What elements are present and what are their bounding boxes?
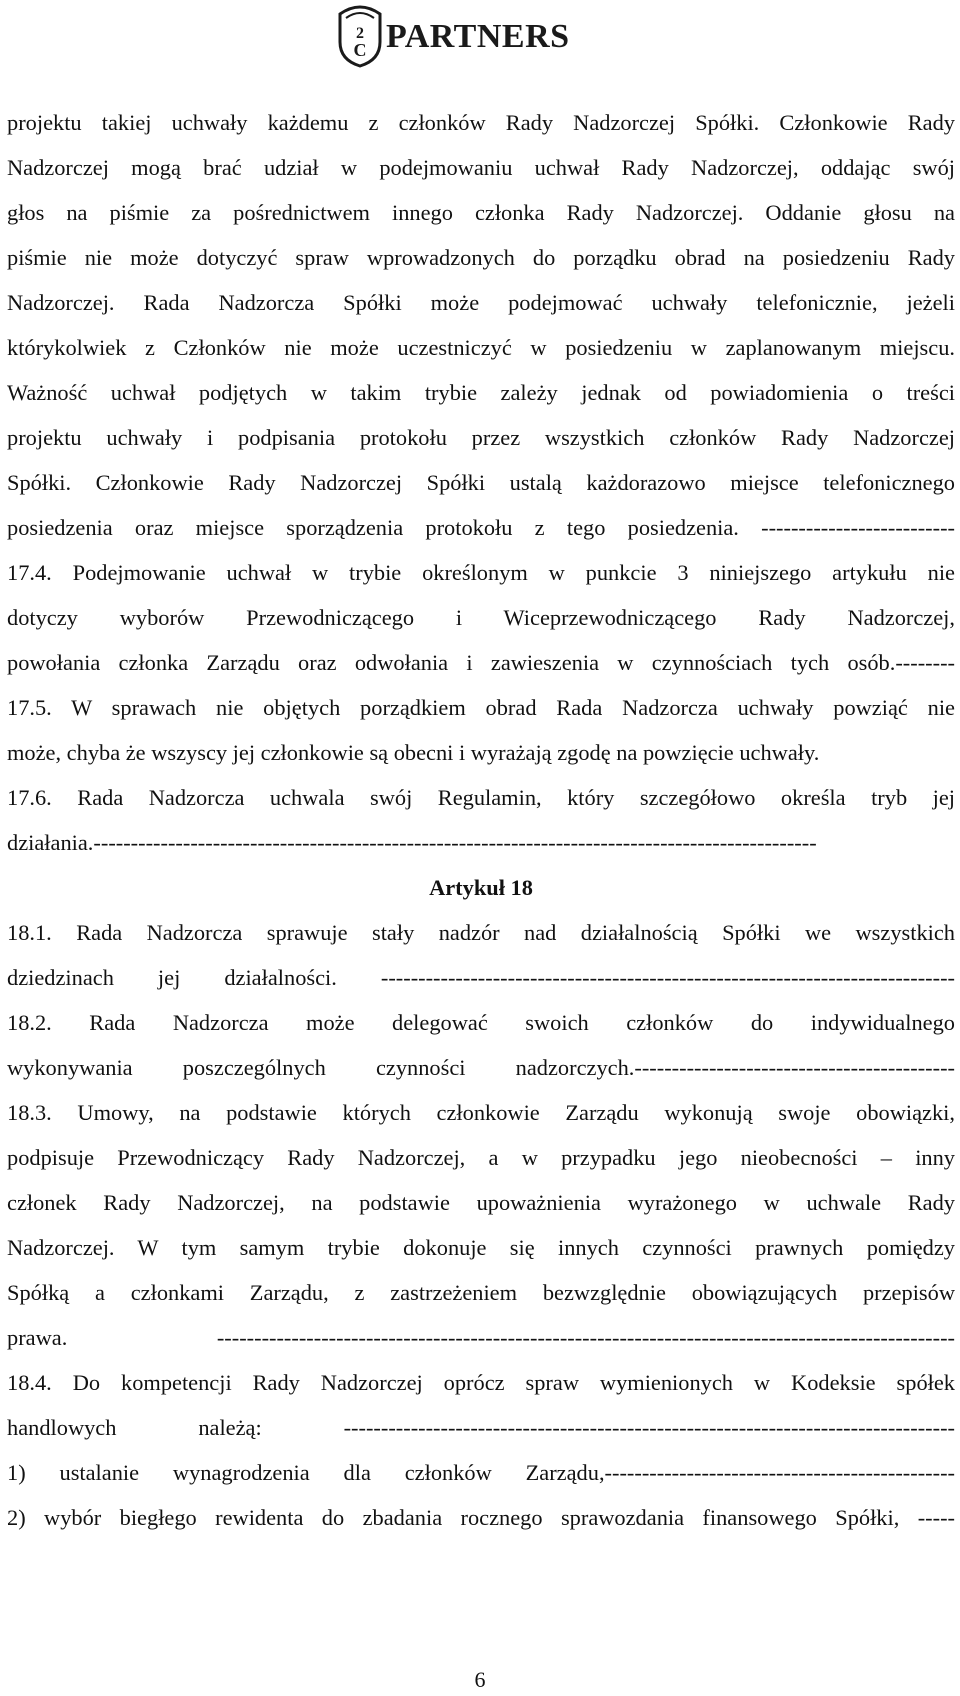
text-line: 18.4. Do kompetencji Rady Nadzorczej oprócz spraw wymienionych w Kodeksie spółek bbox=[7, 1370, 955, 1395]
svg-text:2: 2 bbox=[356, 25, 364, 42]
text-line: 17.4. Podejmowanie uchwał w trybie określonym w punkcie 3 niniejszego artykułu nie bbox=[7, 560, 955, 585]
text-line: 18.1. Rada Nadzorcza sprawuje stały nadzór nad działalnością Spółki we wszystkich bbox=[7, 920, 955, 945]
text-line: 17.6. Rada Nadzorcza uchwala swój Regulamin, który szczegółowo określa tryb jej bbox=[7, 785, 955, 810]
text-line: projektu takiej uchwały każdemu z członków Rady Nadzorczej Spółki. Członkowie Rady bbox=[7, 110, 955, 135]
text-line: 2) wybór biegłego rewidenta do zbadania rocznego sprawozdania finansowego Spółki, ----- bbox=[7, 1505, 955, 1530]
text-line: dziedzinach jej działalności. ----------------------------------------------------------------------------- bbox=[7, 965, 955, 990]
text-line: Spółki. Członkowie Rady Nadzorczej Spółki ustalą każdorazowo miejsce telefonicznego bbox=[7, 470, 955, 495]
text-line: 17.5. W sprawach nie objętych porządkiem obrad Rada Nadzorcza uchwały powziąć nie bbox=[7, 695, 955, 720]
text-line: Ważność uchwał podjętych w takim trybie zależy jednak od powiadomienia o treści bbox=[7, 380, 955, 405]
text-line: 1) ustalanie wynagrodzenia dla członków Zarządu,----------------------------------------------- bbox=[7, 1460, 955, 1485]
text-line: 18.2. Rada Nadzorcza może delegować swoich członków do indywidualnego bbox=[7, 1010, 955, 1035]
text-line: projektu uchwały i podpisania protokołu przez wszystkich członków Rady Nadzorczej bbox=[7, 425, 955, 450]
page-header bbox=[0, 0, 960, 90]
text-line: Nadzorczej. W tym samym trybie dokonuje się innych czynności prawnych pomiędzy bbox=[7, 1235, 955, 1260]
svg-text:C: C bbox=[353, 40, 367, 60]
text-line: głos na piśmie za pośrednictwem innego członka Rady Nadzorczej. Oddanie głosu na bbox=[7, 200, 955, 225]
logo-text: PARTNERS bbox=[386, 18, 570, 55]
text-line: działania.------------------------------------------------------------------------------------------------- bbox=[7, 830, 817, 855]
text-line: Spółką a członkami Zarządu, z zastrzeżeniem bezwzględnie obowiązujących przepisów bbox=[7, 1280, 955, 1305]
document-body bbox=[7, 100, 955, 1540]
text-line: może, chyba że wszyscy jej członkowie są obecni i wyrażają zgodę na powzięcie uchwały. bbox=[7, 740, 820, 765]
text-line: Nadzorczej. Rada Nadzorcza Spółki może podejmować uchwały telefonicznie, jeżeli bbox=[7, 290, 955, 315]
page-number: 6 bbox=[474, 1667, 486, 1692]
text-line: wykonywania poszczególnych czynności nadzorczych.------------------------------------------- bbox=[7, 1055, 955, 1080]
text-line: 18.3. Umowy, na podstawie których członkowie Zarządu wykonują swoje obowiązki, bbox=[7, 1100, 955, 1125]
article-heading: Artykuł 18 bbox=[429, 875, 533, 900]
text-line: Nadzorczej mogą brać udział w podejmowaniu uchwał Rady Nadzorczej, oddając swój bbox=[7, 155, 955, 180]
company-logo bbox=[332, 2, 592, 68]
text-line: prawa. --------------------------------------------------------------------------------------------------- bbox=[7, 1325, 955, 1350]
text-line: podpisuje Przewodniczący Rady Nadzorczej, a w przypadku jego nieobecności – inny bbox=[7, 1145, 955, 1170]
text-line: handlowych należą: ---------------------------------------------------------------------------------- bbox=[7, 1415, 955, 1440]
text-line: piśmie nie może dotyczyć spraw wprowadzonych do porządku obrad na posiedzeniu Rady bbox=[7, 245, 955, 270]
logo-emblem-icon bbox=[332, 2, 388, 68]
text-line: którykolwiek z Członków nie może uczestniczyć w posiedzeniu w zaplanowanym miejscu. bbox=[7, 335, 955, 360]
text-line: powołania członka Zarządu oraz odwołania i zawieszenia w czynnościach tych osób.-------- bbox=[7, 650, 955, 675]
text-line: dotyczy wyborów Przewodniczącego i Wiceprzewodniczącego Rady Nadzorczej, bbox=[7, 605, 955, 630]
text-line: członek Rady Nadzorczej, na podstawie upoważnienia wyrażonego w uchwale Rady bbox=[7, 1190, 955, 1215]
text-line: posiedzenia oraz miejsce sporządzenia protokołu z tego posiedzenia. -------------------------- bbox=[7, 515, 955, 540]
